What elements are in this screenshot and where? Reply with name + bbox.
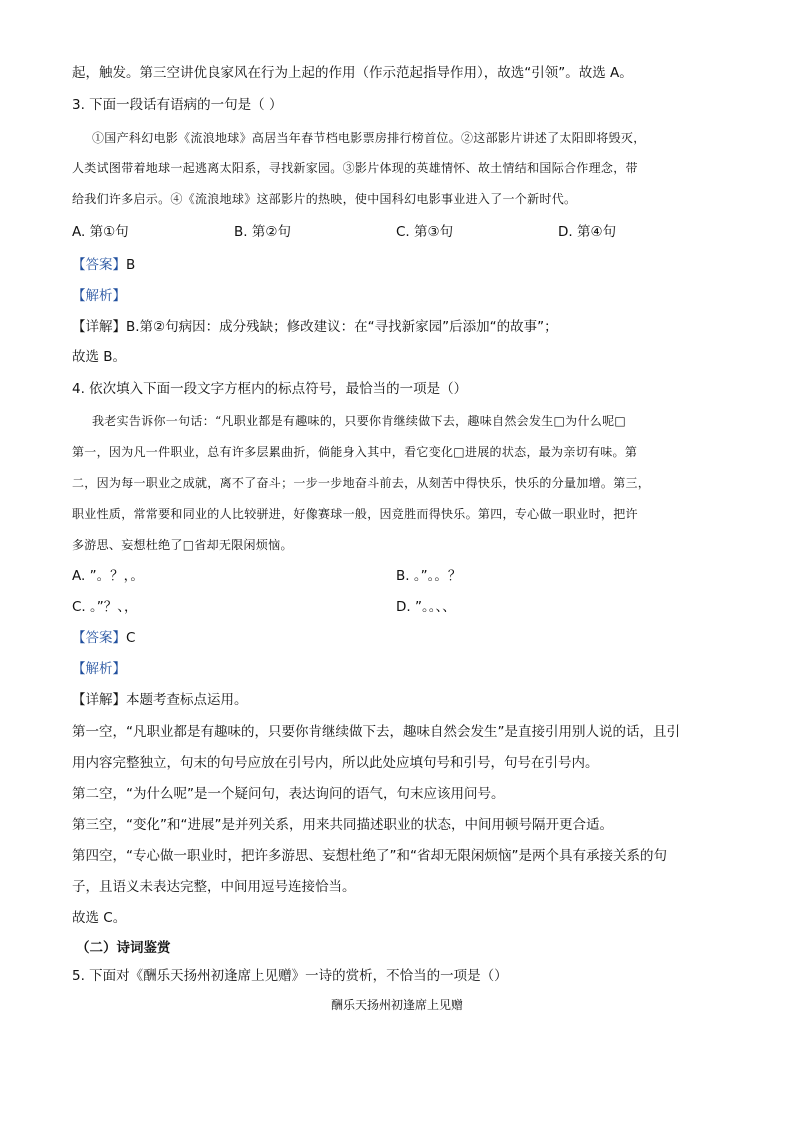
q4-option-d: D. ”。。、、 xyxy=(396,599,456,615)
q3-stem: 3. 下面一段话有语病的一句是（ ） xyxy=(72,97,283,113)
q3-passage-line-2: 人类试图带着地球一起逃离太阳系，寻找新家园。③影片体现的英雄情怀、故土情结和国际合作理念，带 xyxy=(72,161,638,175)
q5-stem: 5. 下面对《酬乐天扬州初逢席上见赠》一诗的赏析，不恰当的一项是（） xyxy=(72,968,508,984)
q3-option-b: B. 第②句 xyxy=(234,224,291,240)
q4-option-a: A. ”。？，。 xyxy=(72,568,144,584)
q3-option-c: C. 第③句 xyxy=(396,224,454,240)
q4-conclusion: 故选 C。 xyxy=(72,910,127,926)
q4-explain-4a: 第四空，“专心做一职业时，把许多游思、妄想杜绝了”和“省却无限闲烦恼”是两个具有承接关系的句 xyxy=(72,848,667,864)
q3-passage-line-3: 给我们许多启示。④《流浪地球》这部影片的热映，使中国科幻电影事业进入了一个新时代。 xyxy=(72,192,577,206)
q4-passage-line-2: 第一，因为凡一件职业，总有许多层累曲折，倘能身入其中，看它变化□进展的状态，最为亲切有味。第 xyxy=(72,445,638,459)
q3-analysis-label: 【解析】 xyxy=(72,288,126,304)
q4-option-b: B. 。”。。？ xyxy=(396,568,462,584)
q3-answer-value: B xyxy=(126,257,136,273)
q4-analysis-label: 【解析】 xyxy=(72,661,126,677)
q4-explain-1a: 第一空，“凡职业都是有趣味的，只要你肯继续做下去，趣味自然会发生”是直接引用别人说的话，且引 xyxy=(72,724,680,740)
poem-title: 酬乐天扬州初逢席上见赠 xyxy=(330,998,463,1012)
section-heading: （二）诗词鉴赏 xyxy=(76,940,171,956)
q3-passage-line-1: ①国产科幻电影《流浪地球》高居当年春节档电影票房排行榜首位。②这部影片讲述了太阳即将毁灭， xyxy=(92,131,646,145)
q4-answer-value: C xyxy=(126,630,136,646)
q4-passage-line-1: 我老实告诉你一句话：“凡职业都是有趣味的，只要你肯继续做下去，趣味自然会发生□为什么呢□ xyxy=(92,414,627,428)
q3-option-d: D. 第④句 xyxy=(558,224,617,240)
detail-label: 【详解】 xyxy=(72,692,126,708)
q4-passage-line-3: 二，因为每一职业之成就，离不了奋斗；一步一步地奋斗前去，从刻苦中得快乐，快乐的分量加增。第三， xyxy=(72,476,651,490)
q3-option-a: A. 第①句 xyxy=(72,224,129,240)
answer-label: 【答案】 xyxy=(72,630,126,646)
answer-label: 【答案】 xyxy=(72,257,126,273)
q4-explain-4b: 子，且语义未表达完整，中间用逗号连接恰当。 xyxy=(72,879,356,895)
q4-stem: 4. 依次填入下面一段文字方框内的标点符号，最恰当的一项是（） xyxy=(72,381,468,397)
q3-detail-text: B.第②句病因：成分残缺；修改建议：在“寻找新家园”后添加“的故事”； xyxy=(126,319,558,335)
q4-explain-1b: 用内容完整独立，句末的句号应放在引号内，所以此处应填句号和引号，句号在引号内。 xyxy=(72,755,599,771)
q4-passage-line-4: 职业性质，常常要和同业的人比较骈进，好像赛球一般，因竞胜而得快乐。第四，专心做一职业时，把许 xyxy=(72,507,638,521)
q3-detail-row xyxy=(72,317,558,337)
detail-label: 【详解】 xyxy=(72,319,126,335)
q4-answer-row xyxy=(72,628,135,648)
q3-conclusion: 故选 B。 xyxy=(72,349,127,365)
prev-explanation-end: 起，触发。第三空讲优良家风在行为上起的作用（作示范起指导作用），故选“引领”。故选 A。 xyxy=(72,65,633,81)
q4-detail-text: 本题考查标点运用。 xyxy=(126,692,248,708)
q3-answer-row xyxy=(72,255,135,275)
q4-explain-3: 第三空，“变化”和“进展”是并列关系，用来共同描述职业的状态，中间用顿号隔开更合适。 xyxy=(72,817,613,833)
q4-passage-line-5: 多游思、妄想杜绝了□省却无限闲烦恼。 xyxy=(72,538,293,552)
q4-option-c: C. 。”？、， xyxy=(72,599,138,615)
q4-explain-2: 第二空，“为什么呢”是一个疑问句，表达询问的语气，句末应该用问号。 xyxy=(72,786,505,802)
q4-detail-row xyxy=(72,690,248,710)
